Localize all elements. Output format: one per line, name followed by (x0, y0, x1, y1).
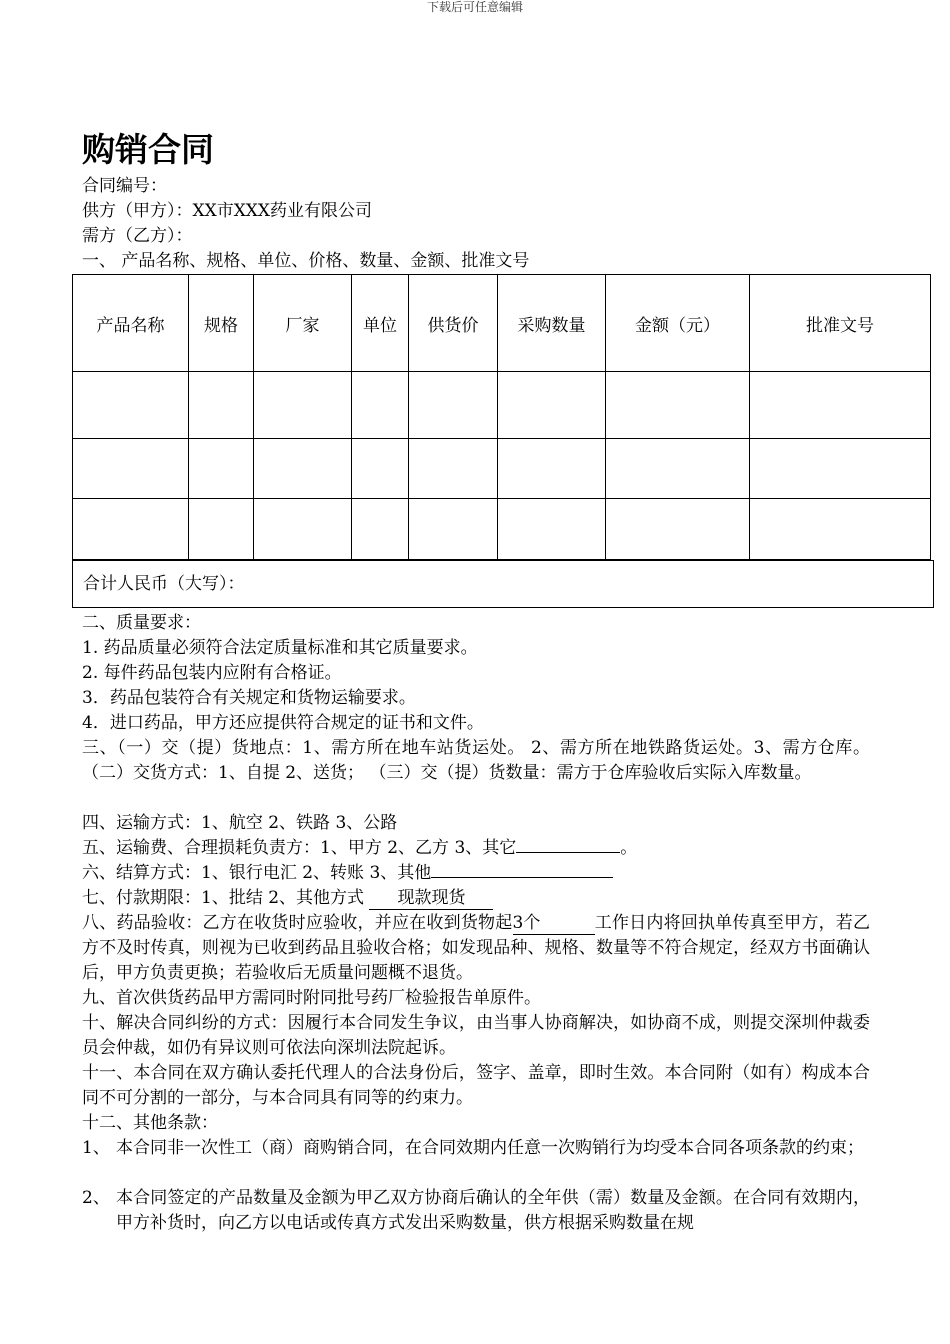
section5-blank[interactable] (516, 852, 620, 853)
table-row (73, 499, 931, 560)
table-cell[interactable] (73, 439, 189, 499)
table-cell[interactable] (254, 499, 352, 560)
table-cell[interactable] (750, 372, 931, 439)
table-cell[interactable] (254, 439, 352, 499)
column-header: 单位 (352, 275, 409, 372)
table-cell[interactable] (606, 499, 750, 560)
table-cell[interactable] (498, 372, 606, 439)
section1-title: 一、 产品名称、规格、单位、价格、数量、金额、批准文号 (82, 251, 530, 271)
section3-text: 三、（一）交（提）货地点：1、需方所在地车站货运处。 2、需方所在地铁路货运处。3、需方仓库。 （二）交货方式：1、自提 2、送货； （三）交（提）货数量：需方于仓库验收后实际入库数量。 (82, 738, 870, 783)
column-header: 采购数量 (498, 275, 606, 372)
section10-paragraph (82, 1011, 870, 1061)
product-table (72, 274, 931, 560)
other-term-number: 1、 (82, 1138, 110, 1158)
section2-title: 二、质量要求： (82, 613, 201, 633)
column-header: 厂家 (254, 275, 352, 372)
quality-item: 1. 药品质量必须符合法定质量标准和其它质量要求。 (82, 638, 478, 658)
table-row (73, 439, 931, 499)
column-header: 规格 (189, 275, 254, 372)
quality-item: 3．药品包装符合有关规定和货物运输要求。 (82, 688, 416, 708)
section7-text: 七、付款期限：1、批结 2、其他方式 (82, 888, 370, 908)
section5-text: 五、运输费、合理损耗负责方：1、甲方 2、乙方 3、其它 (82, 838, 517, 858)
supplier-line: 供方（甲方）：XX市XXX药业有限公司 (82, 201, 373, 221)
other-term-text: 本合同非一次性工（商）商购销合同，在合同效期内任意一次购销行为均受本合同各项条款的约束； (116, 1138, 864, 1158)
table-cell[interactable] (409, 499, 498, 560)
other-term-text: 本合同签定的产品数量及金额为甲乙双方协商后确认的全年供（需）数量及金额。在合同有效期内，甲方补货时，向乙方以电话或传真方式发出采购数量，供方根据采购数量在规 (116, 1188, 870, 1233)
table-cell[interactable] (498, 499, 606, 560)
section6-text: 六、结算方式：1、银行电汇 2、转账 3、其他 (82, 863, 432, 883)
table-cell[interactable] (73, 372, 189, 439)
column-header: 产品名称 (73, 275, 189, 372)
section12-title: 十二、其他条款： (82, 1113, 218, 1133)
other-term-item (82, 1186, 870, 1236)
table-cell[interactable] (352, 372, 409, 439)
section11-text: 十一、本合同在双方确认委托代理人的合法身份后，签字、盖章，即时生效。本合同附（如有）构成本合同不可分割的一部分，与本合同具有同等的约束力。 (82, 1063, 870, 1108)
section4-text: 四、运输方式：1、航空 2、铁路 3、公路 (82, 813, 398, 833)
total-rmb-box (72, 560, 934, 608)
section3-paragraph (82, 736, 870, 786)
table-cell[interactable] (352, 439, 409, 499)
contract-number-label: 合同编号： (82, 176, 167, 196)
table-cell[interactable] (189, 499, 254, 560)
payment-method-value[interactable]: 现款现货 (369, 888, 493, 910)
other-term-number: 2、 (82, 1188, 110, 1208)
column-header: 供货价 (409, 275, 498, 372)
table-cell[interactable] (409, 439, 498, 499)
section8-paragraph (82, 911, 870, 986)
section9-text: 九、首次供货药品甲方需同时附同批号药厂检验报告单原件。 (82, 988, 541, 1008)
section8-text-rest: 工作日内将回执单传真至甲方，若乙方不及时传真，则视为已收到药品且验收合格；如发现品种、规格、数量等不符合规定，经双方书面确认后，甲方负责更换；若验收后无质量问题概不退货。 (82, 913, 871, 983)
section6-blank[interactable] (431, 877, 613, 878)
section8-text: 八、药品验收：乙方在收货时应验收，并应在收到货物起 (82, 913, 513, 933)
column-header: 金额（元） (606, 275, 750, 372)
table-header-row (73, 275, 931, 372)
buyer-line: 需方（乙方）： (82, 226, 193, 246)
section5-line (82, 836, 637, 861)
section6-line (82, 861, 613, 886)
section7-line (82, 886, 493, 911)
header-note: 下载后可任意编辑 (426, 0, 523, 14)
table-cell[interactable] (606, 439, 750, 499)
column-header: 批准文号 (750, 275, 931, 372)
section10-text: 十、解决合同纠纷的方式：因履行本合同发生争议，由当事人协商解决，如协商不成，则提交深圳仲裁委员会仲裁，如仍有异议则可依法向深圳法院起诉。 (82, 1013, 870, 1058)
table-cell[interactable] (352, 499, 409, 560)
table-cell[interactable] (750, 439, 931, 499)
table-cell[interactable] (73, 499, 189, 560)
other-term-item (82, 1136, 870, 1161)
document-title: 购销合同 (82, 130, 214, 169)
quality-item: 2. 每件药品包装内应附有合格证。 (82, 663, 342, 683)
table-cell[interactable] (189, 372, 254, 439)
table-cell[interactable] (606, 372, 750, 439)
table-cell[interactable] (750, 499, 931, 560)
table-cell[interactable] (409, 372, 498, 439)
quality-item: 4．进口药品，甲方还应提供符合规定的证书和文件。 (82, 713, 484, 733)
table-row (73, 372, 931, 439)
total-rmb-label: 合计人民币（大写）： (83, 574, 245, 594)
section11-paragraph (82, 1061, 870, 1111)
table-cell[interactable] (254, 372, 352, 439)
table-cell[interactable] (498, 439, 606, 499)
table-cell[interactable] (189, 439, 254, 499)
section5-suffix: 。 (620, 838, 638, 858)
acceptance-days-value[interactable]: 3个 (513, 913, 595, 935)
